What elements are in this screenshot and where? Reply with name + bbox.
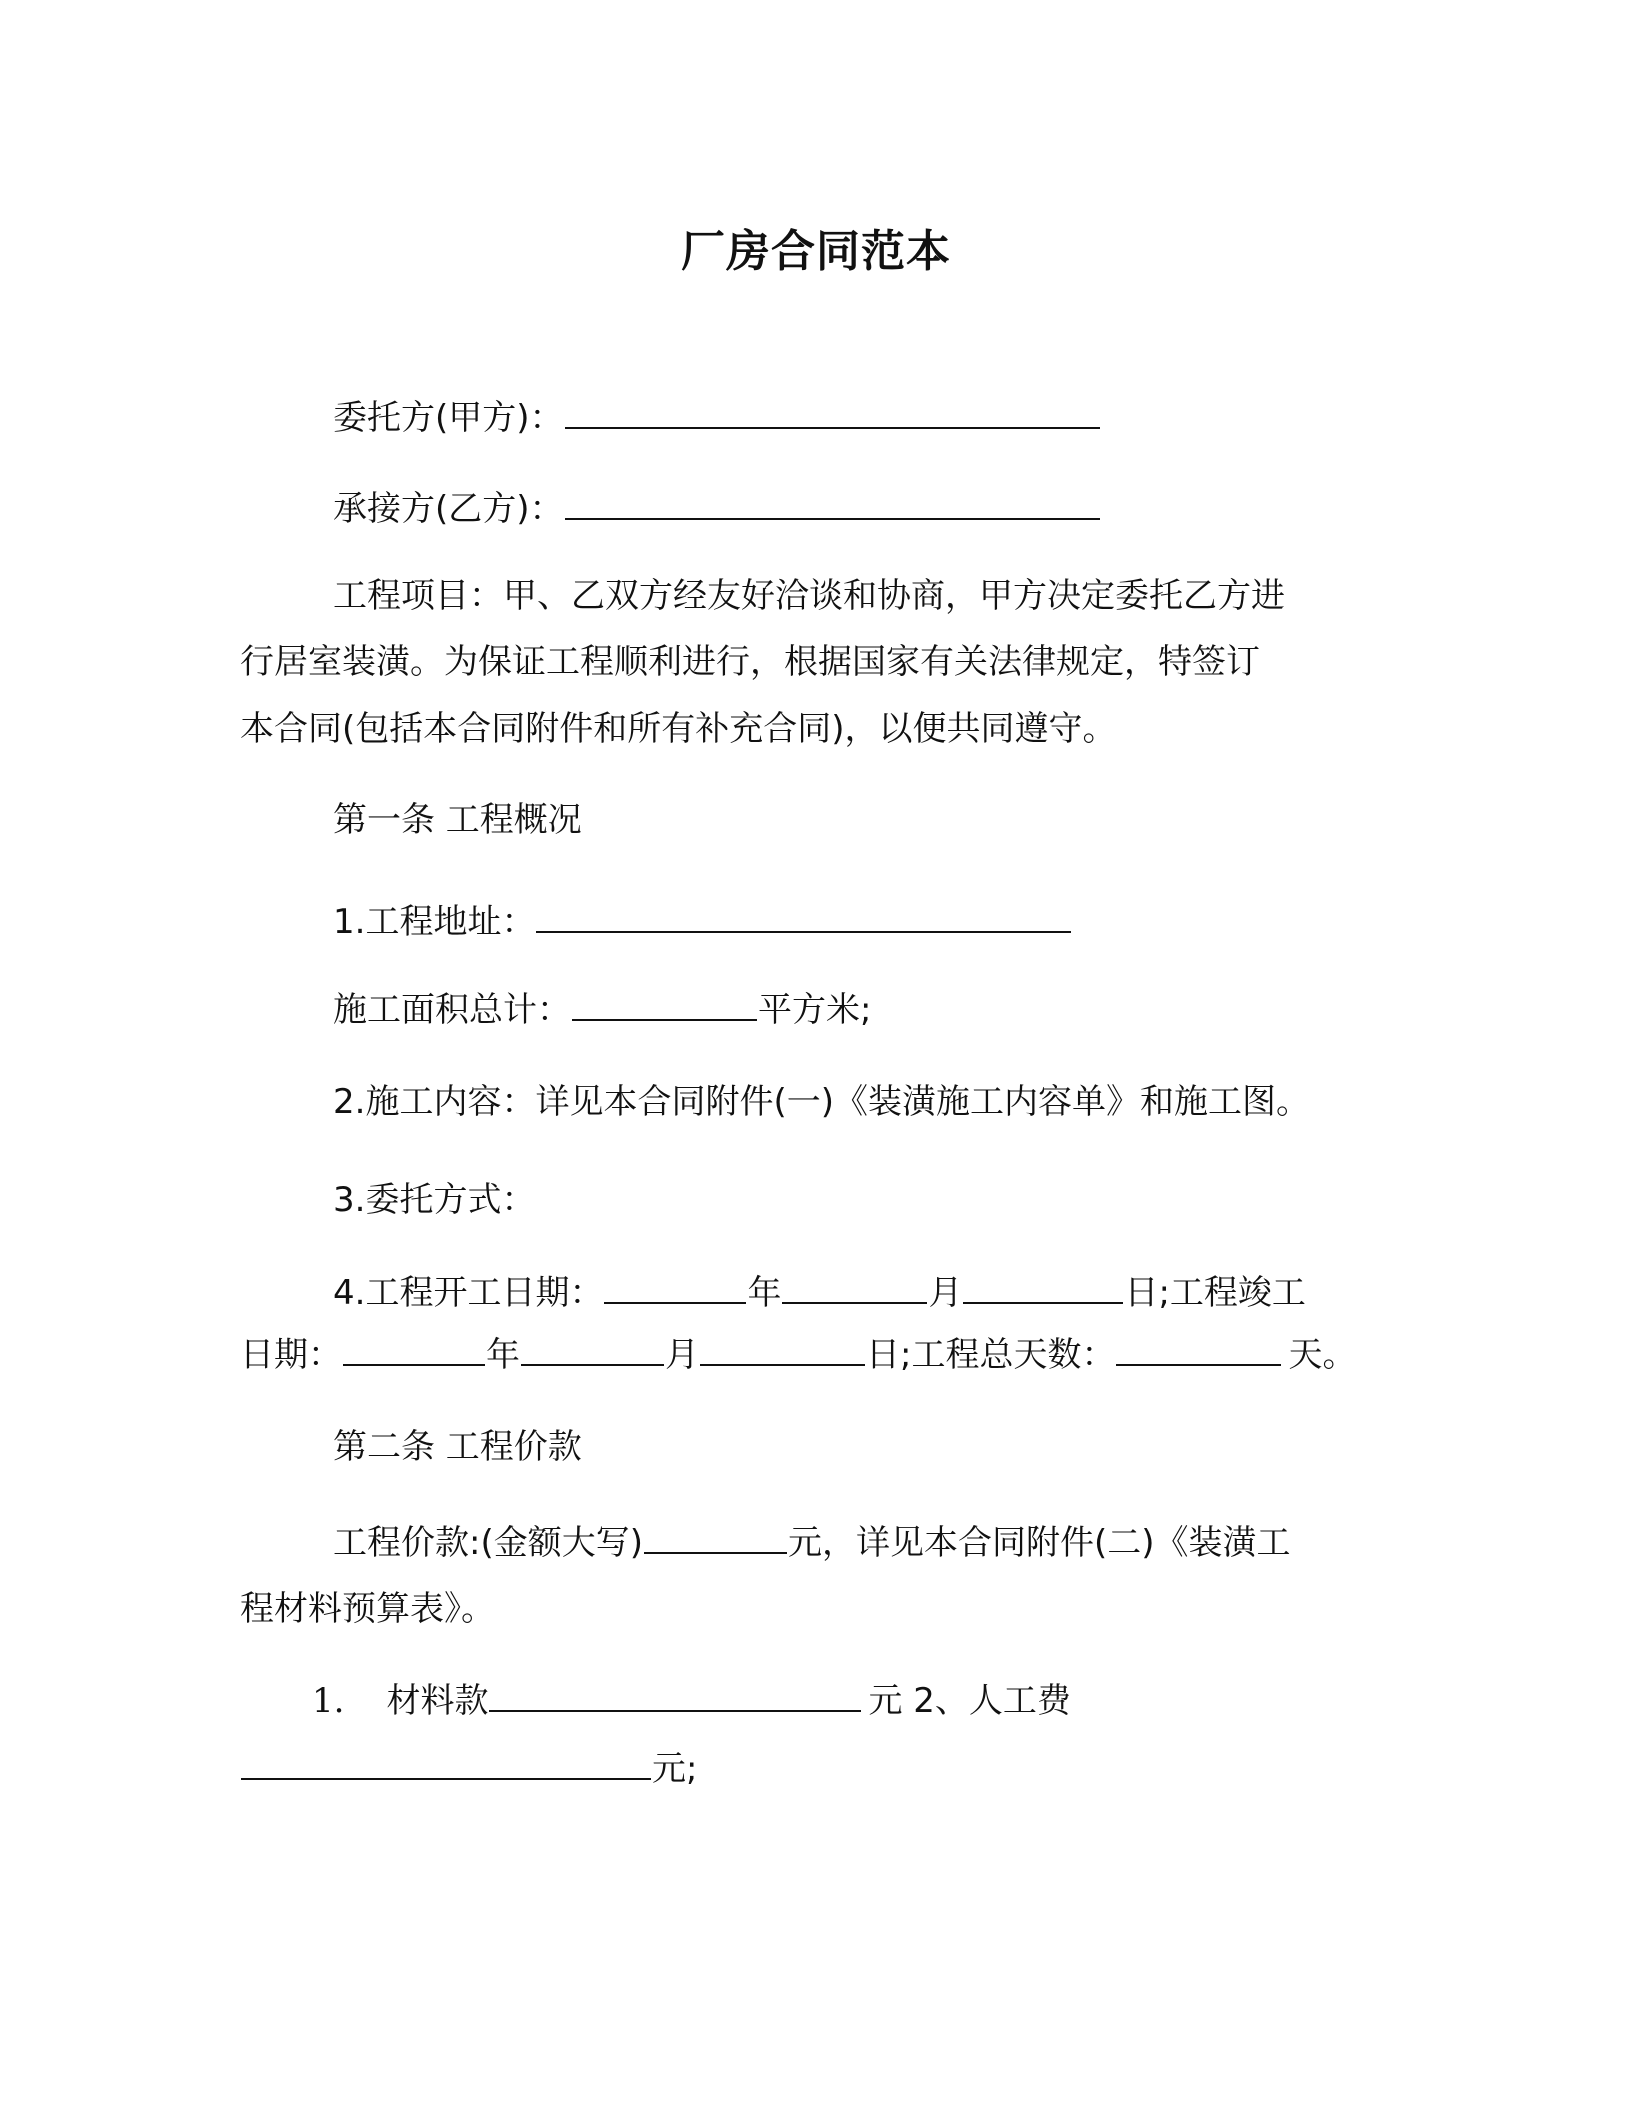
item2-unit: 元; (652, 1749, 698, 1789)
address-label: 1.工程地址： (333, 902, 536, 942)
year-label-2: 年 (486, 1335, 520, 1375)
article1-heading: 第一条 工程概况 (333, 800, 582, 840)
price-blank[interactable] (644, 1518, 787, 1554)
party-b-line (333, 484, 1101, 533)
dates-line-1 (333, 1268, 1306, 1317)
price-suffix: 元，详见本合同附件(二)《装潢工 (787, 1523, 1291, 1563)
document-title: 厂房合同范本 (681, 226, 951, 277)
party-b-label: 承接方(乙方)： (333, 489, 564, 529)
total-days-blank[interactable] (1116, 1330, 1281, 1366)
area-blank[interactable] (572, 985, 757, 1021)
month-label-2: 月 (665, 1335, 699, 1375)
labor-blank[interactable] (241, 1744, 651, 1780)
item1-unit: 元 2、人工费 (868, 1681, 1071, 1721)
price-line-1 (333, 1518, 1291, 1567)
item1-label: 材料款 (386, 1681, 489, 1721)
item1-line (312, 1676, 1071, 1725)
party-a-line (333, 393, 1101, 442)
day-total-label: 日;工程总天数： (866, 1335, 1116, 1375)
start-year-blank[interactable] (604, 1268, 746, 1304)
area-unit: 平方米; (758, 990, 872, 1030)
day-end-label: 日;工程竣工 (1124, 1273, 1306, 1313)
start-day-blank[interactable] (963, 1268, 1123, 1304)
address-line (333, 897, 1072, 946)
month-label: 月 (928, 1273, 963, 1313)
method-line: 3.委托方式： (333, 1180, 536, 1220)
materials-blank[interactable] (489, 1676, 861, 1712)
days-unit: 天。 (1288, 1335, 1357, 1375)
content-line: 2.施工内容：详见本合同附件(一)《装潢施工内容单》和施工图。 (333, 1082, 1310, 1122)
end-year-blank[interactable] (343, 1330, 485, 1366)
item2-line (240, 1744, 697, 1793)
article2-heading: 第二条 工程价款 (333, 1427, 582, 1467)
party-a-blank[interactable] (565, 393, 1100, 429)
party-a-label: 委托方(甲方)： (333, 398, 564, 438)
price-label: 工程价款:(金额大写) (333, 1523, 643, 1563)
address-blank[interactable] (536, 897, 1071, 933)
area-label: 施工面积总计： (333, 990, 571, 1030)
intro-line-2: 行居室装潢。为保证工程顺利进行，根据国家有关法律规定，特签订 (240, 642, 1260, 682)
item1-number: 1. (312, 1681, 345, 1721)
end-month-blank[interactable] (521, 1330, 664, 1366)
year-label: 年 (747, 1273, 782, 1313)
party-b-blank[interactable] (565, 484, 1100, 520)
price-line-2: 程材料预算表》。 (240, 1589, 495, 1629)
area-line (333, 985, 871, 1034)
start-date-label: 4.工程开工日期： (333, 1273, 604, 1313)
end-date-label: 日期： (240, 1335, 342, 1375)
intro-line-1: 工程项目：甲、乙双方经友好洽谈和协商，甲方决定委托乙方进 (333, 576, 1285, 616)
intro-line-3: 本合同(包括本合同附件和所有补充合同)，以便共同遵守。 (240, 709, 1117, 749)
start-month-blank[interactable] (782, 1268, 927, 1304)
dates-line-2 (240, 1330, 1356, 1379)
end-day-blank[interactable] (700, 1330, 865, 1366)
